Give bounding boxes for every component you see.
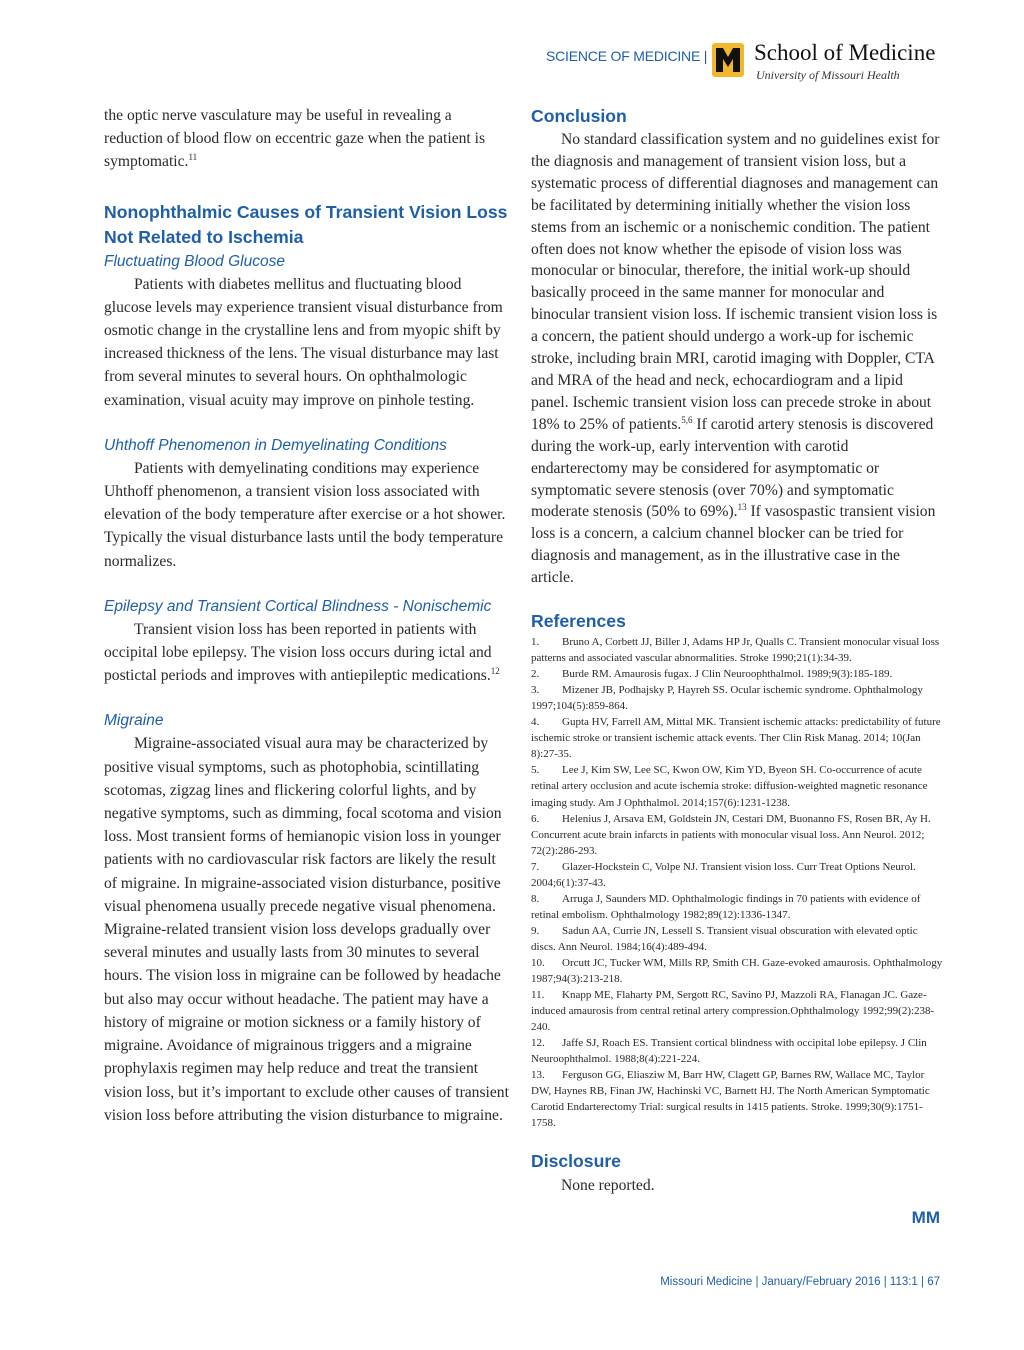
reference-text: Mizener JB, Podhajsky P, Hayreh SS. Ocular ischemic syndrome. Ophthalmology 1997;104(5):859-864. [531,684,923,713]
right-column [531,104,943,1198]
glucose-paragraph: Patients with diabetes mellitus and fluctuating blood glucose levels may experience transient visual disturbance from osmotic change in the crystalline lens and from myopic shift by increased thickness of the lens. The visual disturbance may last from several minutes to several hours. On ophthalmologic examination, visual acuity may improve on pinhole testing. [104,275,503,409]
reference-number: 5. [531,764,540,777]
reference-item [531,955,943,987]
reference-number: 11. [531,989,545,1002]
section-heading-conclusion: Conclusion [531,106,627,126]
disclosure-text: None reported. [561,1177,655,1195]
end-mark: MM [911,1208,940,1227]
reference-number: 10. [531,956,545,969]
section-heading-disclosure: Disclosure [531,1151,621,1172]
reference-number: 8. [531,892,540,905]
school-name: School of Medicine [754,40,936,65]
reference-text: Knapp ME, Flaharty PM, Sergott RC, Savino PJ, Mazzoli RA, Flanagan JC. Gaze-induced amaurosis from central retinal artery compression.Ophthalmology 1992;99(2):238-240. [531,989,935,1034]
section-label: SCIENCE OF MEDICINE | [546,48,708,64]
reference-text: Lee J, Kim SW, Lee SC, Kwon OW, Kim YD, Byeon SH. Co-occurrence of acute retinal artery occlusion and acute ischemia stroke: diffusion-weighted magnetic resonance imaging study. Am J Ophthalmol. 2014;157(6):1231-1238. [531,764,928,809]
citation: 13 [737,502,747,513]
citation: 5,6 [681,414,693,425]
reference-number: 1. [531,636,540,649]
reference-item [531,923,943,955]
reference-number: 7. [531,860,540,873]
left-column [104,104,512,1127]
reference-item [531,714,943,762]
university-logo-icon [712,43,744,77]
reference-text: Helenius J, Arsava EM, Goldstein JN, Cestari DM, Buonanno FS, Rosen BR, Ay H. Concurrent acute brain infarcts in patients with monocular visual loss. Ann Neurol. 2012; 72(2):286-293. [531,812,931,857]
reference-item [531,811,943,859]
reference-item [531,1035,943,1067]
reference-number: 2. [531,668,540,681]
page-footer: Missouri Medicine | January/February 2016 | 113:1 | 67 [660,1276,940,1288]
conclusion-paragraph: No standard classification system and no guidelines exist for the diagnosis and management of transient vision loss, but a systematic process of differential diagnoses and management can be facilitated by determining initially whether the vision loss stems from an ischemic or a nonischemic condition. The patient often does not know whether the episode of vision loss was monocular or binocular, therefore, the initial work-up should basically proceed in the same manner for monocular and binocular transient vision loss. If ischemic transient vision loss is a concern, the patient should undergo a work-up for ischemic stroke, including brain MRI, carotid imaging with Doppler, CTA and MRA of the head and neck, echocardiogram and a lipid panel. Ischemic transient vision loss can precede stroke in about 18% to 25% of patients.$^{5,6}$ If carotid artery stenosis is discovered during the work-up, early intervention with carotid endarterectomy may be considered for asymptomatic or symptomatic severe stenosis (over 70%) and symptomatic moderate stenosis (50% to 69%).$^{13}$ If vasospastic transient vision loss is a concern, a calcium channel blocker can be tried for diagnosis and management, as in the illustrative case in the article. [531,131,940,587]
reference-item [531,987,943,1035]
reference-item [531,634,943,666]
page-header [546,40,946,86]
reference-number: 4. [531,716,540,729]
reference-number: 12. [531,1037,545,1050]
subheading-epilepsy: Epilepsy and Transient Cortical Blindness - Nonischemic [104,597,492,615]
reference-item [531,682,943,714]
reference-text: Ferguson GG, Eliasziw M, Barr HW, Clagett GP, Barnes RW, Wallace MC, Taylor DW, Haynes RB, Finan JW, Hachinski VC, Barnett HJ. The North American Symptomatic Carotid Endarterectomy Trial: surgical results in 1415 patients. Stroke. 1999;30(9):1751-1758. [531,1069,930,1130]
section-heading-nonophthalmic: Nonophthalmic Causes of Transient Vision Loss Not Related to Ischemia [104,201,508,247]
reference-text: Burde RM. Amaurosis fugax. J Clin Neuroophthalmol. 1989;9(3):185-189. [562,668,893,681]
uhthoff-paragraph: Patients with demyelinating conditions may experience Uhthoff phenomenon, a transient vision loss associated with elevation of the body temperature after exercise or a hot shower. Typically the visual disturbance lasts until the body temperature normalizes. [104,459,506,570]
reference-number: 13. [531,1069,545,1082]
subheading-glucose: Fluctuating Blood Glucose [104,252,285,270]
epilepsy-paragraph: Transient vision loss has been reported in patients with occipital lobe epilepsy. The vision loss occurs during ictal and postictal periods and improves with antiepileptic medications.$^{12}$ [104,620,500,685]
reference-item [531,1067,943,1131]
subheading-migraine: Migraine [104,712,164,730]
reference-number: 9. [531,924,540,937]
citation: 12 [490,666,500,677]
reference-item [531,859,943,891]
migraine-paragraph: Migraine-associated visual aura may be characterized by positive visual symptoms, such as photophobia, scintillating scotomas, zigzag lines and flickering colorful lights, and by negative symptoms, such as dimming, focal scotoma and vision loss. Most transient forms of hemianopic vision loss in younger patients with no cardiovascular risk factors are likely the result of migraine. In migraine-associated vision disturbance, positive visual phenomena usually precede negative visual phenomena. Migraine-related transient vision loss develops gradually over several minutes and usually lasts from 30 minutes to several hours. The vision loss in migraine can be followed by headache but also may occur without headache. The patient may have a history of migraine or motion sickness or a family history of migraine. Avoidance of migrainous triggers and a migraine prophylaxis regimen may help reduce and treat the transient vision loss, but it’s important to exclude other causes of transient vision loss before attributing the vision disturbance to migraine. [104,735,509,1124]
reference-text: Bruno A, Corbett JJ, Biller J, Adams HP Jr, Qualls C. Transient monocular visual loss patterns and associated vascular abnormalities. Stroke 1990;21(1):34-39. [531,636,940,665]
reference-text: Arruga J, Saunders MD. Ophthalmologic findings in 70 patients with evidence of retinal embolism. Ophthalmology 1982;89(12):1336-1347. [531,892,921,921]
reference-item [531,762,943,810]
reference-text: Jaffe SJ, Roach ES. Transient cortical blindness with occipital lobe epilepsy. J Clin Neuroophthalmol. 1988;8(4):221-224. [531,1037,927,1066]
reference-text: Orcutt JC, Tucker WM, Mills RP, Smith CH. Gaze-evoked amaurosis. Ophthalmology 1987;94(3):213-218. [531,956,943,986]
reference-number: 3. [531,684,540,697]
intro-paragraph: the optic nerve vasculature may be useful in revealing a reduction of blood flow on eccentric gaze when the patient is symptomatic.$^{11}$ [104,107,486,171]
citation: 11 [188,152,198,163]
reference-text: Glazer-Hockstein C, Volpe NJ. Transient vision loss. Curr Treat Options Neurol. 2004;6(1):37-43. [531,860,916,889]
reference-text: Gupta HV, Farrell AM, Mittal MK. Transient ischemic attacks: predictability of future ischemic stroke or transient ischemic attack events. Ther Clin Risk Manag. 2014; 10(Jan 8):27-35. [531,716,941,761]
subheading-uhthoff: Uhthoff Phenomenon in Demyelinating Conditions [104,436,447,454]
reference-item [531,666,943,682]
university-name: University of Missouri Health [756,68,900,82]
reference-text: Sadun AA, Currie JN, Lessell S. Transient visual obscuration with elevated optic discs. Ann Neurol. 1984;16(4):489-494. [531,924,918,953]
reference-item [531,891,943,923]
reference-number: 6. [531,812,540,825]
reference-list [531,634,943,1131]
section-heading-references: References [531,611,626,632]
